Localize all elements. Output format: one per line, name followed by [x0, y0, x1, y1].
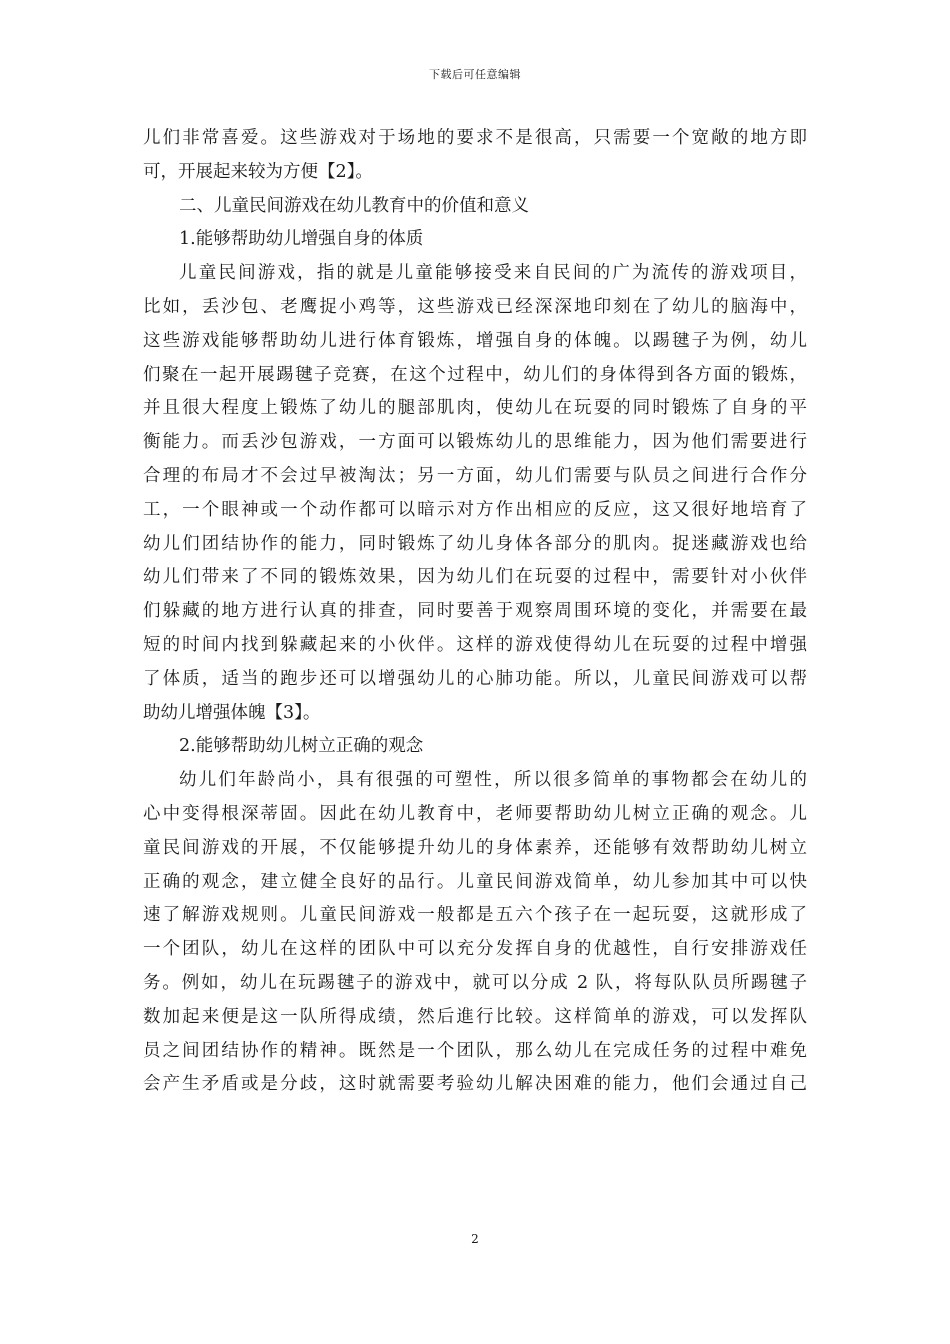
text-line: 务。例如，幼儿在玩踢毽子的游戏中，就可以分成 2 队，将每队队员所踢毽子	[143, 972, 807, 993]
page-number: 2	[471, 1232, 479, 1246]
text-line: 幼儿们带来了不同的锻炼效果，因为幼儿们在玩耍的过程中，需要针对小伙伴	[143, 567, 807, 588]
page-header: 下载后可任意编辑	[429, 68, 521, 81]
text-line: 可，开展起来较为方便【2】。	[143, 161, 373, 182]
text-line: 工，一个眼神或一个动作都可以暗示对方作出相应的反应，这又很好地培育了	[143, 499, 807, 520]
text-line: 1.能够帮助幼儿增强自身的体质	[179, 229, 424, 250]
text-line: 们聚在一起开展踢毽子竞赛，在这个过程中，幼儿们的身体得到各方面的锻炼，	[143, 364, 807, 385]
text-line: 二、儿童民间游戏在幼儿教育中的价值和意义	[179, 195, 529, 216]
text-line: 幼儿们团结协作的能力，同时锻炼了幼儿身体各部分的肌肉。捉迷藏游戏也给	[143, 533, 807, 554]
text-line: 比如，丢沙包、老鹰捉小鸡等，这些游戏已经深深地印刻在了幼儿的脑海中，	[143, 296, 807, 317]
text-line: 心中变得根深蒂固。因此在幼儿教育中，老师要帮助幼儿树立正确的观念。儿	[143, 803, 807, 824]
text-line: 儿童民间游戏，指的就是儿童能够接受来自民间的广为流传的游戏项目，	[179, 263, 807, 284]
text-line: 速了解游戏规则。儿童民间游戏一般都是五六个孩子在一起玩耍，这就形成了	[143, 905, 807, 926]
text-line: 员之间团结协作的精神。既然是一个团队，那么幼儿在完成任务的过程中难免	[143, 1040, 807, 1061]
text-line: 们躲藏的地方进行认真的排查，同时要善于观察周围环境的变化，并需要在最	[143, 601, 807, 622]
text-line: 助幼儿增强体魄【3】。	[143, 702, 321, 723]
text-line: 衡能力。而丢沙包游戏，一方面可以锻炼幼儿的思维能力，因为他们需要进行	[143, 432, 807, 453]
text-line: 会产生矛盾或是分歧，这时就需要考验幼儿解决困难的能力，他们会通过自己	[143, 1074, 807, 1095]
text-line: 2.能够帮助幼儿树立正确的观念	[179, 736, 424, 757]
text-line: 短的时间内找到躲藏起来的小伙伴。这样的游戏使得幼儿在玩耍的过程中增强	[143, 634, 807, 655]
text-line: 了体质，适当的跑步还可以增强幼儿的心肺功能。所以，儿童民间游戏可以帮	[143, 668, 807, 689]
text-line: 数加起来便是这一队所得成绩，然后進行比较。这样简单的游戏，可以发挥队	[143, 1006, 807, 1027]
text-line: 这些游戏能够帮助幼儿进行体育锻炼，增强自身的体魄。以踢毽子为例，幼儿	[143, 330, 807, 351]
text-line: 童民间游戏的开展，不仅能够提升幼儿的身体素养，还能够有效帮助幼儿树立	[143, 837, 807, 858]
text-line: 并且很大程度上锻炼了幼儿的腿部肌肉，使幼儿在玩耍的同时锻炼了自身的平	[143, 398, 807, 419]
text-line: 儿们非常喜爱。这些游戏对于场地的要求不是很高，只需要一个宽敞的地方即	[143, 128, 807, 148]
body-text	[143, 122, 807, 1102]
text-line: 一个团队，幼儿在这样的团队中可以充分发挥自身的优越性，自行安排游戏任	[143, 939, 807, 960]
text-line: 幼儿们年龄尚小，具有很强的可塑性，所以很多简单的事物都会在幼儿的	[179, 770, 807, 791]
text-line: 合理的布局才不会过早被淘汰；另一方面，幼儿们需要与队员之间进行合作分	[143, 465, 807, 486]
text-line: 正确的观念，建立健全良好的品行。儿童民间游戏简单，幼儿参加其中可以快	[143, 871, 807, 892]
